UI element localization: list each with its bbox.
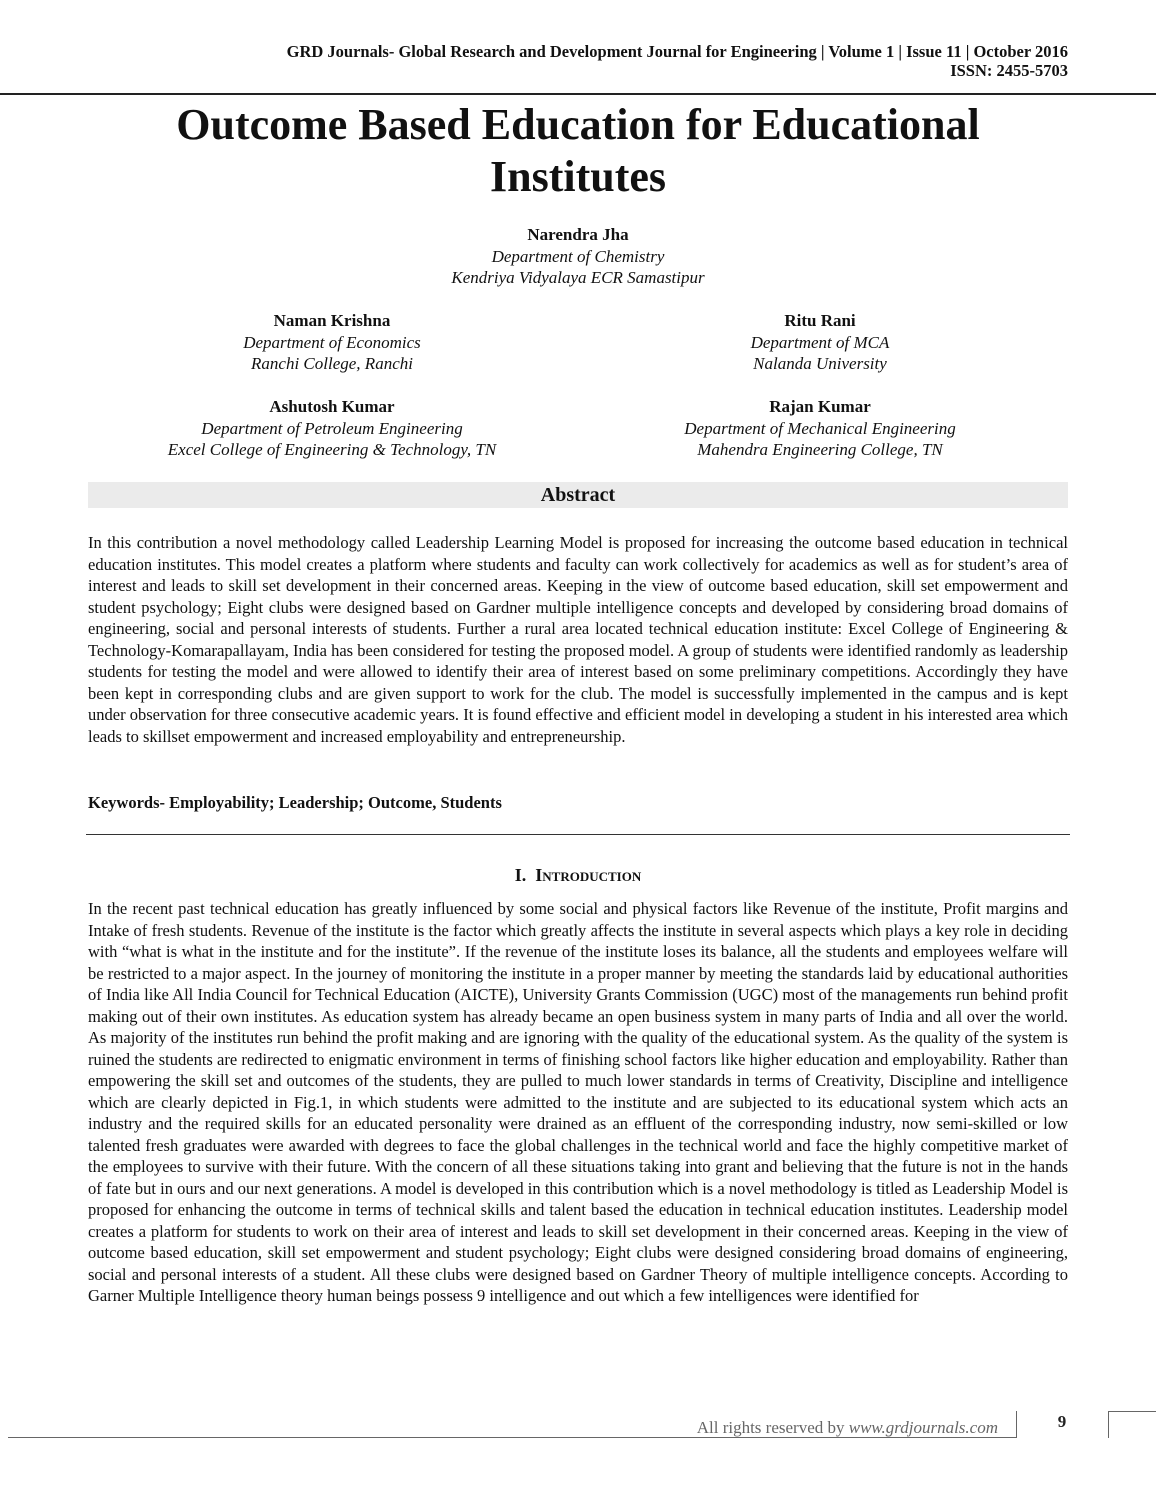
author-left-1 <box>132 310 532 375</box>
author-dept: Department of Economics <box>243 332 421 352</box>
abstract-body: In this contribution a novel methodology called Leadership Learning Model is proposed for increasing the outcome based education in technical education institutes. This model creates a platform where students and faculty can work collectively for academics as well as for student’s area of interest and leads to skill set development in their concerned areas. Keeping in the view of outcome based education, skill set empowerment and student psychology; Eight clubs were designed based on Gardner multiple intelligence concepts and developed by considering broad domains of engineering, social and personal interests of students. Further a rural area located technical education institute: Excel College of Engineering & Technology-Komarapallayam, India has been considered for testing the proposed model. A group of students were identified randomly as leadership students for testing the model and were allowed to identify their area of interest based on some preliminary competitions. Accordingly they have been kept in corresponding clubs and are given support to work for the club. The model is successfully implemented in the campus and is kept under observation for three consecutive academic years. It is found effective and efficient model in developing a student in his interested area which leads to skillset empowerment and increased employability and entrepreneurship. <box>88 533 1068 746</box>
author-dept: Department of Chemistry <box>491 246 665 266</box>
section-title: Introduction <box>535 865 642 885</box>
author-right-2 <box>620 396 1020 461</box>
keywords: Keywords- Employability; Leadership; Outcome, Students <box>88 793 502 812</box>
footer-rights-prefix: All rights reserved by <box>696 1418 849 1437</box>
author-inst: Excel College of Engineering & Technology, TN <box>167 440 497 459</box>
author-dept: Department of MCA <box>750 332 890 352</box>
paper-title <box>90 99 1066 203</box>
abstract-heading: Abstract <box>88 482 1068 508</box>
author-name: Narendra Jha <box>527 225 629 244</box>
author-inst: Nalanda University <box>753 354 887 373</box>
page-number: 9 <box>1057 1412 1067 1431</box>
section-divider <box>86 834 1070 835</box>
title-line-1: Outcome Based Education for Educational <box>176 100 980 149</box>
author-name: Naman Krishna <box>273 311 391 330</box>
title-line-2: Institutes <box>489 152 667 201</box>
author-inst: Kendriya Vidyalaya ECR Samastipur <box>451 268 705 287</box>
author-main <box>378 224 778 289</box>
footer-url[interactable]: www.grdjournals.com <box>848 1418 998 1437</box>
author-left-2 <box>112 396 552 461</box>
journal-header <box>0 42 1068 80</box>
author-name: Ashutosh Kumar <box>269 397 395 416</box>
journal-line: GRD Journals- Global Research and Development Journal for Engineering | Volume 1 | Issue 11 | October 2016 <box>286 42 1068 61</box>
section-heading-introduction <box>88 864 1068 886</box>
header-rule <box>0 93 1156 95</box>
author-right-1 <box>620 310 1020 375</box>
author-dept: Department of Petroleum Engineering <box>201 418 463 438</box>
author-dept: Department of Mechanical Engineering <box>684 418 956 438</box>
section-number: I. <box>514 865 527 885</box>
author-name: Ritu Rani <box>784 311 856 330</box>
author-name: Rajan Kumar <box>769 397 871 416</box>
introduction-body: In the recent past technical education has greatly influenced by some social and physical factors like Revenue of the institute, Profit margins and Intake of fresh students. Revenue of the institute is the factor which greatly affects the institute in several aspects which plays a key role in deciding with “what is what in the institute and for the institute”. If the revenue of the institute loses its balance, all the students and employees welfare will be restricted to a major aspect. In the journey of monitoring the institute in a proper manner by meeting the standards laid by educational authorities of India like All India Council for Technical Education (AICTE), University Grants Commission (UGC) most of the managements run behind profit making out of their own institutes. As education system has already became an open business system in many parts of India and all over the world. As majority of the institutes run behind the profit making and are ignoring with the quality of the educational system. As the quality of the system is ruined the students are redirected to enigmatic environment in terms of finishing school factors like higher education and employability. Rather than empowering the skill set and outcomes of the students, they are pulled to much lower standards in terms of Creativity, Discipline and intelligence which are clearly depicted in Fig.1, in which students were admitted to the institute and are subjected to its educational system which acts an industry and the required skills for an educated personality were drained as an effluent of the corresponding industry, now semi-skilled or low talented fresh graduates were awarded with degrees to face the global challenges in the technical world and face the highly competitive market of the employees to survive with their future. With the concern of all these situations taking into grant and believing that the future is not in the hands of fate but in ours and our next generations. A model is developed in this contribution which is a novel methodology is titled as Leadership Model is proposed for enhancing the outcome in terms of technical skills and talent based the education in technical education institutes. Leadership model creates a platform for students to work on their area of interest and leads to skill set development in their concerned areas. Keeping in the view of outcome based education, skill set empowerment and student psychology; Eight clubs were designed considering broad domains of engineering, social and personal interests of a student. All these clubs were designed based on Gardner Theory of multiple intelligence concepts. According to Garner Multiple Intelligence theory human beings possess 9 intelligence and out which a few intelligences were identified for <box>88 899 1068 1305</box>
footer-rule-right <box>1108 1411 1156 1412</box>
footer-rule-tick-right <box>1108 1411 1109 1438</box>
author-inst: Mahendra Engineering College, TN <box>697 440 943 459</box>
issn: ISSN: 2455-5703 <box>950 61 1068 80</box>
footer-rights <box>560 1418 998 1438</box>
author-inst: Ranchi College, Ranchi <box>251 354 413 373</box>
